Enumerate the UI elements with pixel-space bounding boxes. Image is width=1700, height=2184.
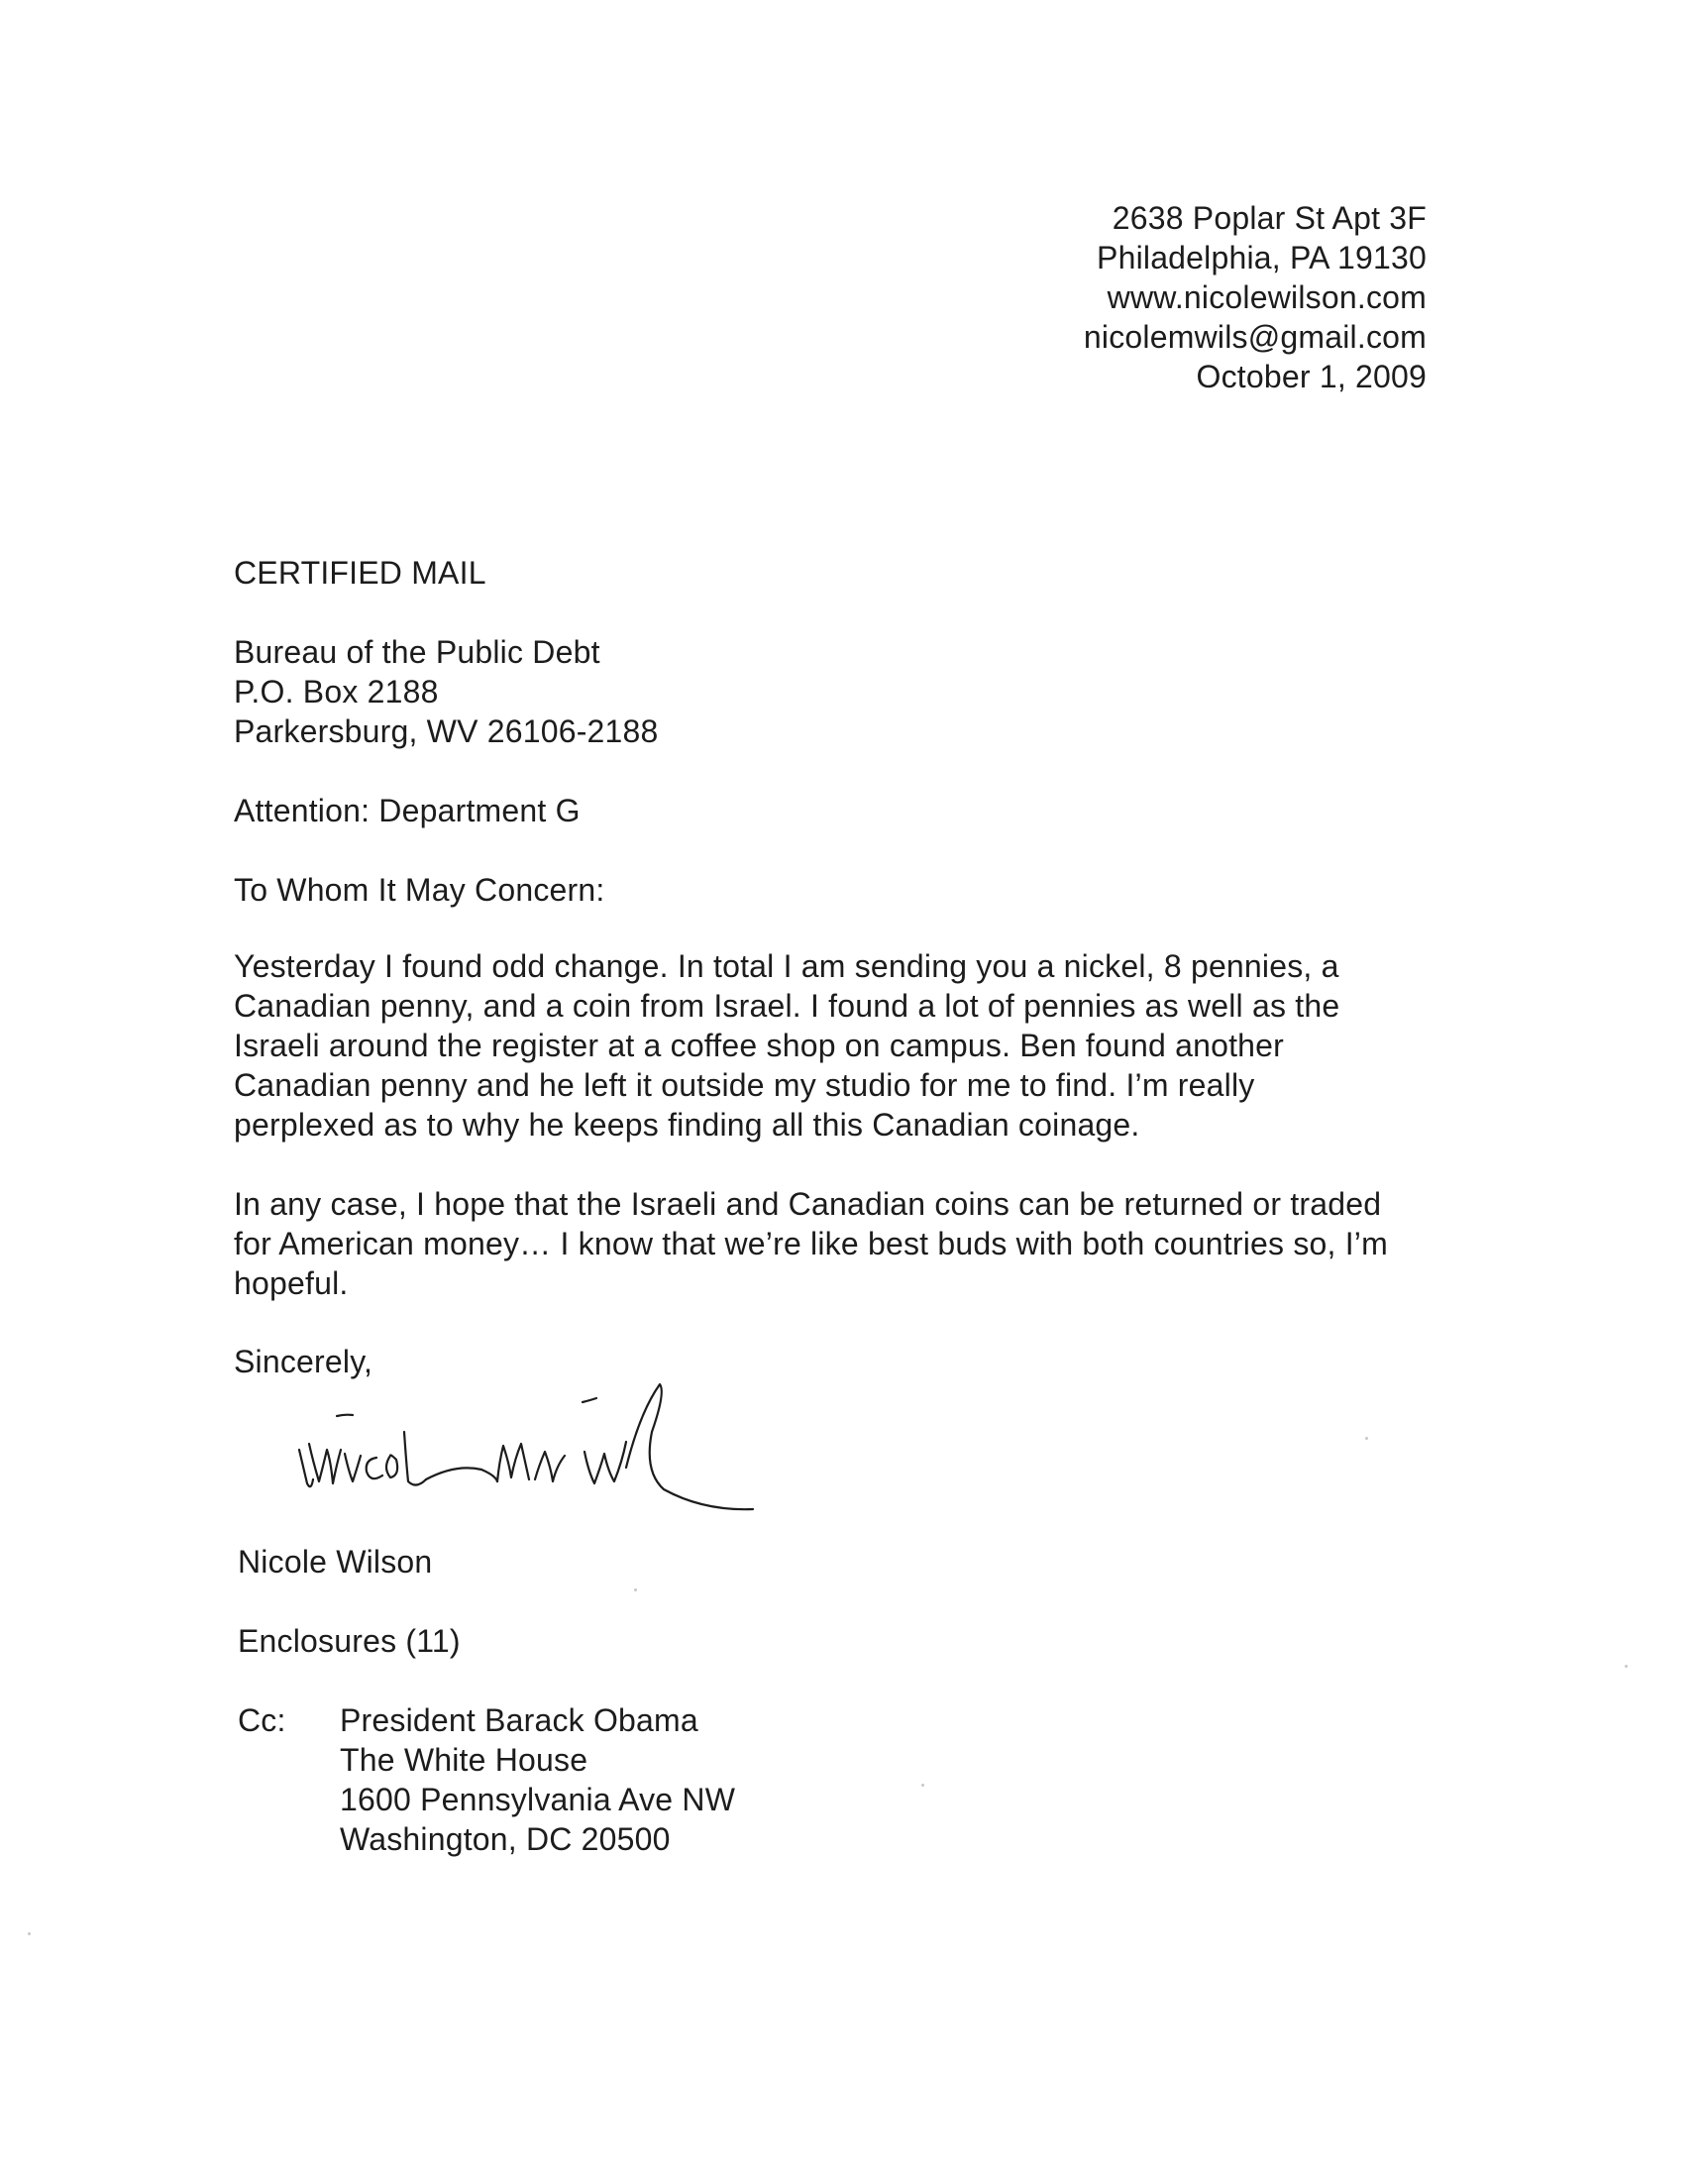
- scan-speck: [921, 1784, 924, 1787]
- scan-speck: [1365, 1437, 1368, 1440]
- scan-speck: [634, 1588, 637, 1591]
- mail-type: CERTIFIED MAIL: [234, 555, 486, 591]
- scan-speck: [28, 1932, 31, 1935]
- enclosures-line: Enclosures (11): [238, 1623, 461, 1659]
- paragraph-line: Canadian penny, and a coin from Israel. I found a lot of pennies as well as the: [234, 988, 1340, 1024]
- sender-address-block: [1084, 198, 1427, 396]
- cc-address-block: [340, 1700, 735, 1859]
- sender-street: 2638 Poplar St Apt 3F: [1112, 200, 1427, 236]
- recipient-city-state-zip: Parkersburg, WV 26106-2188: [234, 713, 659, 749]
- recipient-name: Bureau of the Public Debt: [234, 634, 600, 670]
- cc-line: President Barack Obama: [340, 1702, 698, 1738]
- paragraph-line: In any case, I hope that the Israeli and Canadian coins can be returned or traded: [234, 1186, 1382, 1222]
- paragraph-line: Israeli around the register at a coffee shop on campus. Ben found another: [234, 1028, 1285, 1063]
- salutation: To Whom It May Concern:: [234, 872, 605, 908]
- scan-speck: [1625, 1665, 1628, 1668]
- cc-line: 1600 Pennsylvania Ave NW: [340, 1782, 736, 1817]
- paragraph-line: hopeful.: [234, 1265, 349, 1301]
- recipient-po-box: P.O. Box 2188: [234, 674, 439, 710]
- body-paragraph-1: [234, 946, 1339, 1145]
- paragraph-line: Canadian penny and he left it outside my studio for me to find. I’m really: [234, 1067, 1255, 1103]
- sender-website: www.nicolewilson.com: [1107, 279, 1427, 315]
- letter-date: October 1, 2009: [1196, 359, 1427, 394]
- recipient-address-block: [234, 632, 659, 751]
- cc-line: The White House: [340, 1742, 588, 1778]
- paragraph-line: for American money… I know that we’re like best buds with both countries so, I’m: [234, 1226, 1388, 1261]
- body-paragraph-2: [234, 1184, 1388, 1303]
- sender-city-state-zip: Philadelphia, PA 19130: [1097, 240, 1427, 275]
- cc-label: Cc:: [238, 1702, 286, 1738]
- closing: Sincerely,: [234, 1344, 373, 1379]
- paragraph-line: perplexed as to why he keeps finding all this Canadian coinage.: [234, 1107, 1140, 1143]
- handwritten-signature: [287, 1372, 931, 1541]
- sender-email: nicolemwils@gmail.com: [1083, 319, 1427, 355]
- attention-line: Attention: Department G: [234, 793, 581, 828]
- signer-name: Nicole Wilson: [238, 1544, 433, 1580]
- paragraph-line: Yesterday I found odd change. In total I am sending you a nickel, 8 pennies, a: [234, 948, 1339, 984]
- cc-line: Washington, DC 20500: [340, 1821, 671, 1857]
